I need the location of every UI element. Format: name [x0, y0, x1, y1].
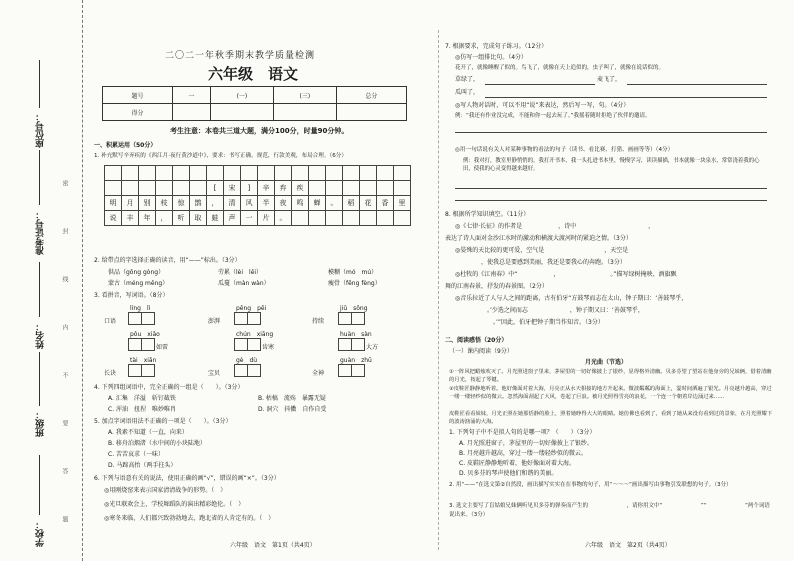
- grid-cell[interactable]: [343, 211, 360, 226]
- exam-number-label: 准考证号：: [36, 210, 46, 255]
- grid-cell[interactable]: 。: [275, 211, 292, 226]
- passage-title: 月光曲（节选）: [585, 359, 628, 366]
- q2-item-4[interactable]: 蒙古（méng měng）: [108, 280, 169, 287]
- grid-cell[interactable]: 半: [258, 196, 275, 211]
- q7-1-blank-3[interactable]: [485, 97, 767, 98]
- page-2: [445, 0, 790, 561]
- r1-option-b[interactable]: B. 月亮越升越高，穿过一缕一缕轻纱似的微云。: [459, 450, 587, 457]
- r1-option-d[interactable]: D. 贝多芬的琴声使他们和谐的美丽。: [459, 470, 558, 477]
- score-head-1: 一: [173, 87, 211, 104]
- q8-3: ◎杜牧的《江南春》中“ ， 。”描写绿树掩映、酒旗飘: [455, 271, 677, 278]
- grid-cell[interactable]: 明: [105, 196, 122, 211]
- grid-cell[interactable]: [394, 181, 411, 196]
- q3-box-1[interactable]: [128, 312, 154, 325]
- seat-number-line: [39, 60, 40, 108]
- question-8: 8. 根据所学知识填空。（11分）: [445, 211, 530, 218]
- q3-pinyin-8: gè dù: [236, 357, 258, 364]
- exam-title: 二〇二一年秋季期末教学质量检测: [165, 51, 316, 61]
- question-3: 3. 看拼音，写词语。（8分）: [94, 292, 169, 299]
- grid-cell[interactable]: [343, 166, 360, 181]
- q3-pinyin-4: pǒu xiǎo: [130, 331, 160, 338]
- q3-word-1: 口语: [104, 318, 117, 325]
- q8-4c: 。’”因此，伯牙把钟子期当作知音。（3分）: [445, 319, 604, 326]
- score-row-label: 得分: [103, 104, 173, 121]
- grid-cell[interactable]: 清: [224, 196, 241, 211]
- q7-3-prompt: ◎用一句话说有关人对某种事物的看法的句子（读书、看比赛、打猎、画画等等）（4分）: [455, 147, 674, 153]
- q7-1-fill-2: 麦飞了，: [597, 76, 622, 83]
- q7-1-fill-3: 瓜叫了，: [455, 89, 480, 96]
- seal-line-text: 密 封 线 内 不 要 答 题: [61, 180, 68, 540]
- q4-option-b[interactable]: B. 枯槁 流殇 暴露无疑: [258, 395, 326, 402]
- page-2-footer: 六年级 语文 第2页（共4页）: [585, 542, 671, 549]
- q7-2-blank[interactable]: [455, 132, 767, 133]
- grid-cell[interactable]: [394, 211, 411, 226]
- grid-cell[interactable]: [105, 181, 122, 196]
- grid-cell[interactable]: [326, 166, 343, 181]
- grid-cell[interactable]: 鹊: [190, 196, 207, 211]
- subsection-1-heading: （一）课内阅读（9分）: [449, 348, 513, 355]
- q7-1-prompt: ◎仿写一组排比句。（4分）: [455, 54, 528, 61]
- grid-cell[interactable]: 里: [394, 196, 411, 211]
- reading-q2: 2. 用“——”在选文第②自然段，画出描写实实在在事物的句子，用“～～～”画出描写由事物引发联想的句子。（3分）: [449, 482, 732, 488]
- grid-cell[interactable]: [: [207, 181, 224, 196]
- q3-pinyin-6: huàn sàn: [340, 331, 372, 338]
- grid-cell[interactable]: [377, 211, 394, 226]
- grid-cell[interactable]: [360, 211, 377, 226]
- q8-2: ◎晏殊的天比较的更可爱，空气是 ，天空是: [455, 247, 665, 254]
- grid-cell[interactable]: 疾: [292, 181, 309, 196]
- grid-cell[interactable]: [122, 166, 139, 181]
- grid-cell[interactable]: [343, 181, 360, 196]
- grid-cell[interactable]: [139, 166, 156, 181]
- question-2: 2. 给带点的字选择正确的读音，用“——”标出。（3分）: [94, 257, 241, 264]
- q6-item-1[interactable]: ◎用刚烧窑来表示国家清清战争的形势。（ ）: [104, 487, 227, 494]
- grid-cell[interactable]: [326, 211, 343, 226]
- grid-cell[interactable]: [105, 166, 122, 181]
- grid-cell[interactable]: 宋: [224, 181, 241, 196]
- seat-number-label: 座位号：: [36, 112, 46, 148]
- q8-2b: ，使我总是要感到美丽，我还是要我心的奔跑。（3分）: [445, 259, 626, 266]
- q3-box-2[interactable]: [234, 312, 260, 325]
- passage-para-3: 皮鞋匠看看妹妹，月光正照在她那恬静的脸上，照着她睁得大大的眼睛。她仿佛也看到了，看到了她从来没有看到过的景象，在月光照耀下的波涛汹涌的大海。: [449, 411, 773, 425]
- score-cell-2[interactable]: [210, 104, 273, 121]
- grid-cell[interactable]: 惊: [173, 196, 190, 211]
- grid-cell[interactable]: 说: [105, 211, 122, 226]
- school-line: [39, 455, 40, 515]
- exam-number-line: [39, 150, 40, 205]
- q8-4: ◎音乐拉近了人与人之间的距离，古有伯牙“方鼓琴而志在太山，钟子期曰：‘善鼓琴乎，: [455, 295, 688, 302]
- grid-cell[interactable]: [122, 181, 139, 196]
- grid-cell[interactable]: 月: [122, 196, 139, 211]
- q3-box-9[interactable]: [338, 364, 364, 377]
- grid-cell[interactable]: [156, 166, 173, 181]
- q5-option-a[interactable]: A. 我素不知道（一直，向来）: [108, 429, 188, 436]
- grid-cell[interactable]: 风: [241, 196, 258, 211]
- grid-cell[interactable]: ]: [241, 181, 258, 196]
- q7-3-blank-1[interactable]: [455, 188, 767, 189]
- grid-cell[interactable]: 鸣: [292, 196, 309, 211]
- grid-cell[interactable]: 别: [139, 196, 156, 211]
- q2-item-3[interactable]: 模糊（mó mú）: [328, 269, 378, 276]
- grid-cell[interactable]: [275, 166, 292, 181]
- q3-box-5[interactable]: [234, 338, 260, 351]
- grid-cell[interactable]: [360, 181, 377, 196]
- grid-cell[interactable]: [292, 166, 309, 181]
- grid-cell[interactable]: 听: [173, 211, 190, 226]
- grid-cell[interactable]: ，: [156, 211, 173, 226]
- grid-cell[interactable]: [258, 166, 275, 181]
- page-divider: [438, 30, 439, 550]
- q2-item-1[interactable]: 供品（gōng gòng）: [108, 269, 165, 276]
- q7-3-blank-2[interactable]: [455, 200, 767, 201]
- grid-cell[interactable]: [309, 166, 326, 181]
- binding-strip: [0, 0, 83, 561]
- grid-cell[interactable]: [190, 166, 207, 181]
- q3-pinyin-1: líng lì: [130, 305, 151, 312]
- q3-pinyin-5: chún xiāng: [236, 331, 274, 338]
- reading-q3: 3. 选文主要写了盲姑娘兄妹俩听见贝多芬的弹奏而产生的 ，请你用文中“ ”“ ”两个词语说出来。（3分）: [449, 503, 770, 518]
- q3-box-7[interactable]: [128, 364, 154, 377]
- grid-cell[interactable]: [139, 181, 156, 196]
- writing-grid[interactable]: [104, 165, 411, 226]
- grid-cell[interactable]: [326, 181, 343, 196]
- section-2-heading: 二、阅读感悟（20分）: [445, 337, 508, 344]
- q6-item-3[interactable]: ◎寒冬来临，人们都兴致勃勃地去，跑北省的人肯定有的。（ ）: [104, 515, 275, 522]
- q8-1b: 表达了诗人面对金沙江水时的激动和横渡大渡河时的紧迫之情。（3分）: [445, 235, 632, 242]
- question-7: 7. 根据要求，完成句子练习。（12分）: [445, 43, 548, 50]
- grid-cell[interactable]: [156, 181, 173, 196]
- section-1-heading: 一、积累运用（50分）: [94, 142, 157, 149]
- q3-box-4[interactable]: [128, 338, 154, 351]
- q3-box-8[interactable]: [234, 364, 260, 377]
- grid-cell[interactable]: [309, 211, 326, 226]
- q6-item-2[interactable]: ◎光旦联欢会上，学校舞蹈队的演出精彩绝伦。（ ）: [104, 501, 245, 508]
- school-label: 学校：: [36, 520, 46, 547]
- q3-word-4: 如雷: [156, 344, 169, 351]
- q7-1-fill-1: 草绿了，: [455, 76, 480, 83]
- grid-cell[interactable]: 枝: [156, 196, 173, 211]
- grid-cell[interactable]: 。: [326, 196, 343, 211]
- class-line: [39, 352, 40, 406]
- exam-notice: 考生注意：本卷共三道大题，满分100分，时量90分钟。: [170, 127, 349, 135]
- score-head-2: (一): [210, 87, 273, 104]
- score-head-label: 题号: [103, 87, 173, 104]
- q7-1-blank-2[interactable]: [627, 84, 767, 85]
- q3-word-8: 宝贝: [208, 370, 221, 377]
- score-cell-total[interactable]: [336, 104, 406, 121]
- reading-q1: 1. 下列句子中不是拟人句的是哪一项？（ ）（3分）: [449, 429, 596, 436]
- q3-word-9: 全神: [312, 370, 325, 377]
- grid-cell[interactable]: 取: [190, 211, 207, 226]
- grid-cell[interactable]: [173, 166, 190, 181]
- grid-cell[interactable]: [292, 211, 309, 226]
- q3-pinyin-2: pēng pēi: [236, 305, 267, 312]
- q3-pinyin-3: jiǔ sōng: [340, 305, 368, 312]
- q3-word-7: 长诀: [104, 370, 117, 377]
- page-1-footer: 六年级 语文 第1页（共4页）: [230, 542, 316, 549]
- q7-3-example: 例：我对打，教室里静悄悄的，我打开书本，我一头扎进书本里，慢慢学习，读读描描，书本就像一块泉水，常常浇着我的心田，使我的心灵变得越来越好。: [463, 158, 760, 172]
- q2-item-6[interactable]: 瘦骨（fēng fèng）: [328, 280, 381, 287]
- grid-cell[interactable]: 年: [139, 211, 156, 226]
- grid-cell[interactable]: ，: [207, 196, 224, 211]
- grid-cell[interactable]: 稻: [343, 196, 360, 211]
- q7-2-prompt: ◎写人物对话时，可以不用“说”来表达，然后写一写，句。（4分）: [455, 102, 630, 109]
- r1-option-c[interactable]: C. 皮鞋匠静静地听着，他好像面对着大海。: [459, 460, 576, 467]
- grid-cell[interactable]: 片: [258, 211, 275, 226]
- name-label: 姓名：: [36, 322, 46, 349]
- grid-cell[interactable]: 蝉: [309, 196, 326, 211]
- grid-cell[interactable]: 弃: [275, 181, 292, 196]
- q3-word-5: 齿寒: [262, 344, 275, 351]
- question-1: 1. 补充默写辛弃疾的《西江月·夜行黄沙道中》，要求：书写正确、规范，行款美观，布局合理。（6分）: [94, 153, 347, 159]
- grid-cell[interactable]: [173, 181, 190, 196]
- q4-option-d[interactable]: D. 洞穴 抖擞 自作自受: [258, 406, 327, 413]
- r1-option-a[interactable]: A. 月光照进窗子，茅屋里的一切好像披上了银纱。: [459, 440, 593, 447]
- grid-cell[interactable]: [241, 166, 258, 181]
- page-1: [90, 0, 435, 561]
- grid-cell[interactable]: [190, 181, 207, 196]
- q3-box-3[interactable]: [338, 312, 364, 325]
- grid-cell[interactable]: [360, 166, 377, 181]
- q7-2-example: 例：“我还有作业没完成，不能和你一起去玩了。”我摇着随时拒绝了伙伴的邀请。: [455, 113, 651, 119]
- grid-cell[interactable]: 辛: [258, 181, 275, 196]
- q7-1-example: 花开了，就像睡醒了似的。鸟飞了，就像在天上追似的，虫子叫了，就像在说话似的。: [455, 65, 665, 71]
- score-head-total: 总分: [336, 87, 406, 104]
- grid-cell[interactable]: 一: [241, 211, 258, 226]
- name-line: [39, 262, 40, 317]
- q5-option-c[interactable]: C. 苦苦哀求（一味）: [108, 451, 165, 458]
- q3-pinyin-9: guàn zhū: [340, 357, 372, 364]
- score-table: [102, 86, 407, 121]
- q4-option-a[interactable]: A. 汇集 洋溢 斩钉截铁: [108, 395, 176, 402]
- score-cell-1[interactable]: [173, 104, 211, 121]
- grid-cell[interactable]: [377, 166, 394, 181]
- q8-4b: 。’少选之间而志 ，钟子期又曰：‘善鼓琴乎，: [445, 307, 644, 314]
- q3-word-3: 持续: [312, 318, 325, 325]
- grid-cell[interactable]: [377, 181, 394, 196]
- question-6: 6. 下列与语意有关的说法，使用正确的画“√”，错误的画“×”。（3分）: [94, 475, 280, 482]
- q8-1: ◎《七律·长征》的作者是 ，诗中 ，: [455, 223, 655, 230]
- grid-cell[interactable]: 花: [360, 196, 377, 211]
- grid-cell[interactable]: 丰: [122, 211, 139, 226]
- q5-option-d[interactable]: D. 马蹄高抬（两手拄头）: [108, 462, 177, 469]
- passage-para-1: ①一阵风把蜡烛吹灭了。月光照进窗子里来，茅屋里的一切好像披上了银纱，显得格外清幽。贝多芬望了望站在他身旁的兄妹俩，借着清幽的月光，按起了琴键。: [449, 369, 772, 383]
- q7-1-blank-1[interactable]: [485, 84, 595, 85]
- grid-cell[interactable]: 夜: [275, 196, 292, 211]
- q8-3b: 舞的江南春景，抒发的春景图。（2分）: [445, 283, 548, 290]
- grid-cell[interactable]: [224, 166, 241, 181]
- question-5: 5. 加点字词语用法不正确的一项是（ ）。（3分）: [94, 418, 232, 425]
- q3-word-6: 大方: [366, 344, 379, 351]
- question-4: 4. 下列四组词语中，完全正确的一组是（ ）。（3分）: [94, 384, 244, 391]
- q3-word-2: 澎湃: [208, 318, 221, 325]
- grid-cell[interactable]: [309, 181, 326, 196]
- grid-cell[interactable]: [207, 166, 224, 181]
- passage-para-2: ②皮鞋匠静静地听着。他好像面对着大海，月亮正从水天相接的地方升起来。微波粼粼的海面上，霎时间洒遍了银光。月亮越升越高，穿过一缕一缕轻纱似的微云。忽然海面刮起了大风，卷起了巨浪。被月光照得雪亮的浪花，一个连一个朝着岸边涌过来……: [449, 386, 772, 400]
- q5-option-b[interactable]: B. 移舟泊烟渚（水中间的小块陆地）: [108, 440, 206, 447]
- class-label: 班级：: [36, 410, 46, 437]
- q3-pinyin-7: tài xiǎn: [130, 357, 157, 364]
- subject-title: 六年级 语文: [208, 65, 299, 83]
- grid-cell[interactable]: [394, 166, 411, 181]
- q2-item-5[interactable]: 瓜蔓（màn wàn）: [218, 280, 270, 287]
- q4-option-c[interactable]: C. 浑油 扭捏 唯妙唯肖: [108, 406, 177, 413]
- grid-cell[interactable]: 声: [224, 211, 241, 226]
- q2-item-2[interactable]: 劳累（lèi lěi）: [218, 269, 263, 276]
- q3-box-6[interactable]: [338, 338, 364, 351]
- score-head-3: (三): [273, 87, 336, 104]
- grid-cell[interactable]: 香: [377, 196, 394, 211]
- score-cell-3[interactable]: [273, 104, 336, 121]
- grid-cell[interactable]: 蛙: [207, 211, 224, 226]
